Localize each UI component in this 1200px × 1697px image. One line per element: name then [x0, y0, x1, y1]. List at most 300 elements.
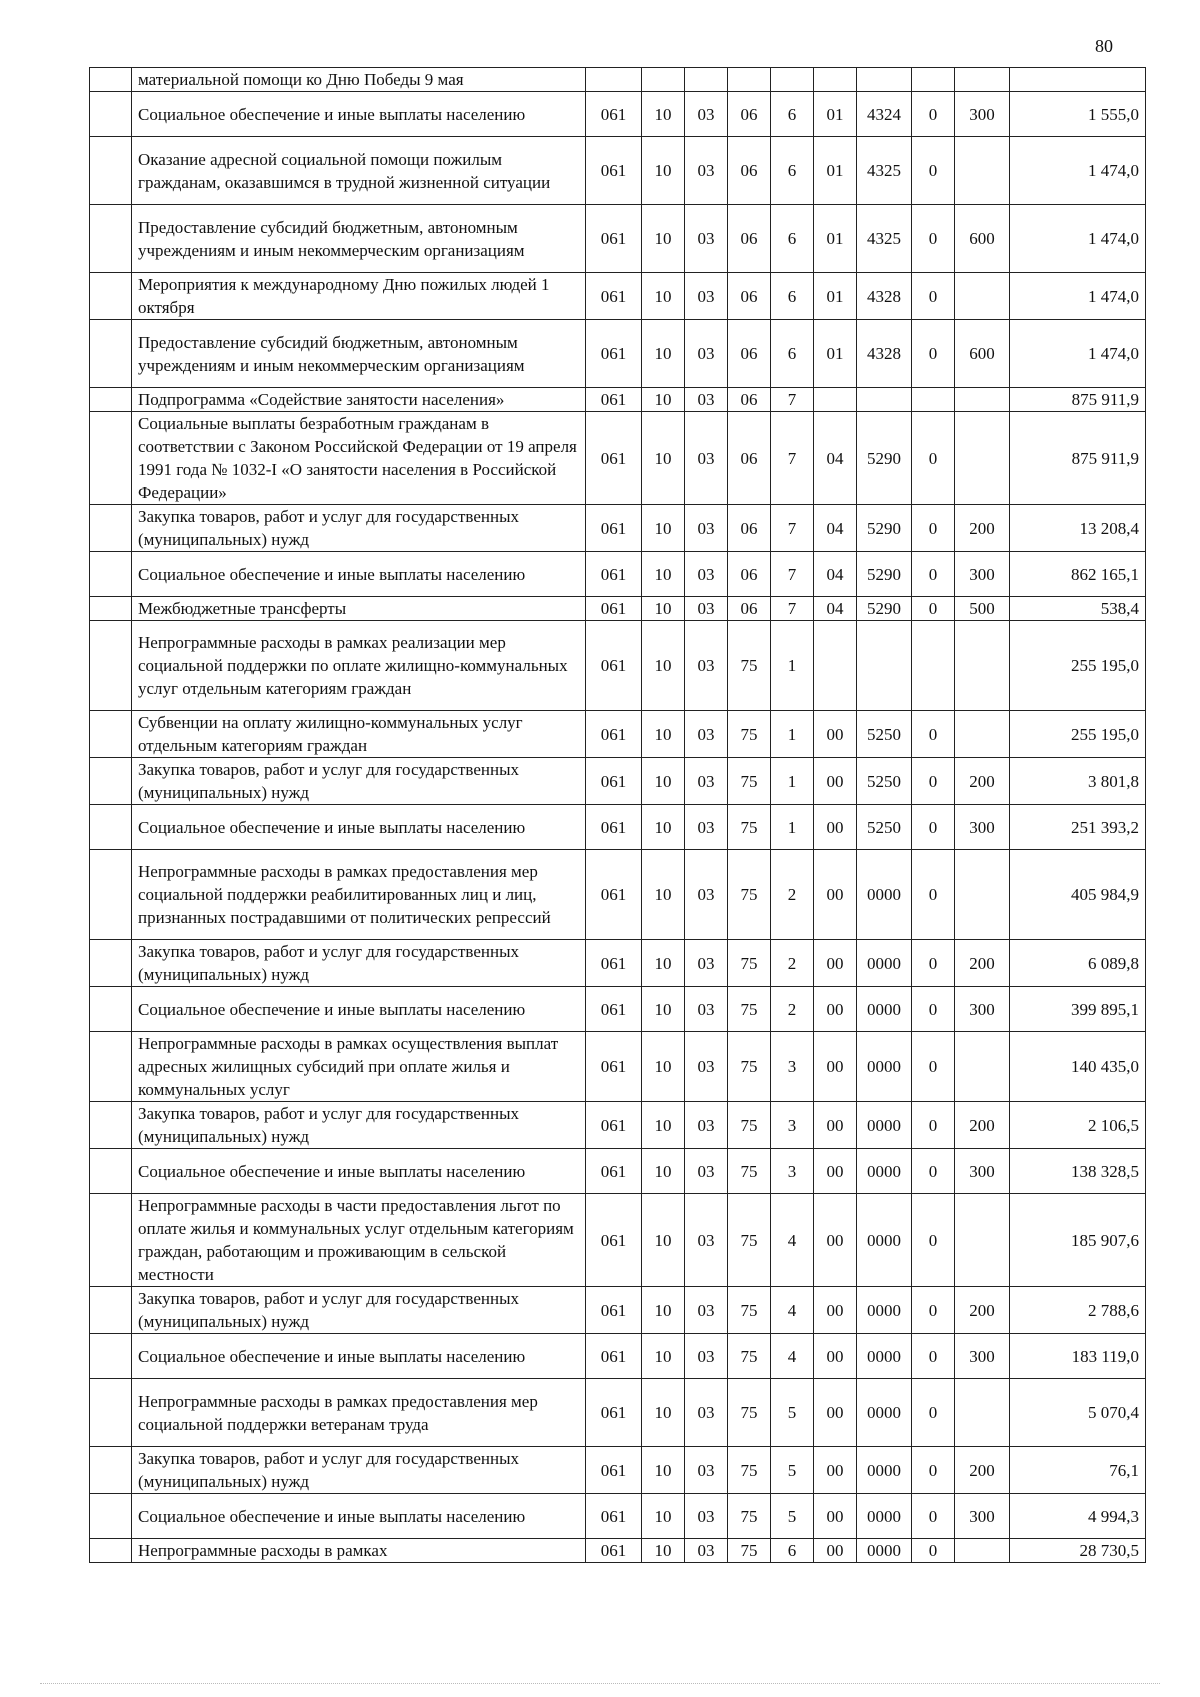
subdirection-code-cell: 0	[912, 940, 955, 987]
ministry-code-cell: 061	[586, 1334, 642, 1379]
activity-code-cell: 00	[814, 940, 857, 987]
subprogram-code-cell: 3	[771, 1032, 814, 1102]
expense-name-cell: Социальное обеспечение и иные выплаты населению	[132, 987, 586, 1032]
expense-type-code-cell	[955, 850, 1010, 940]
subdirection-code-cell: 0	[912, 1287, 955, 1334]
section-code-cell: 10	[642, 552, 685, 597]
expense-name-cell: Непрограммные расходы в рамках	[132, 1539, 586, 1563]
program-code-cell: 06	[728, 597, 771, 621]
expense-type-code-cell: 600	[955, 205, 1010, 273]
direction-code-cell: 5290	[857, 505, 912, 552]
program-code-cell: 75	[728, 1379, 771, 1447]
ministry-code-cell: 061	[586, 850, 642, 940]
table-row	[90, 1539, 1146, 1563]
activity-code-cell: 00	[814, 1194, 857, 1287]
subdirection-code-cell: 0	[912, 505, 955, 552]
subdirection-code-cell: 0	[912, 1194, 955, 1287]
activity-code-cell: 01	[814, 273, 857, 320]
amount-cell: 2 788,6	[1010, 1287, 1146, 1334]
subsection-code-cell: 03	[685, 92, 728, 137]
program-code-cell: 75	[728, 940, 771, 987]
subdirection-code-cell: 0	[912, 1447, 955, 1494]
subprogram-code-cell: 1	[771, 711, 814, 758]
expense-name-cell: Подпрограмма «Содействие занятости населения»	[132, 388, 586, 412]
amount-cell: 862 165,1	[1010, 552, 1146, 597]
amount-cell: 140 435,0	[1010, 1032, 1146, 1102]
table-row	[90, 1379, 1146, 1447]
direction-code-cell: 5250	[857, 711, 912, 758]
subsection-code-cell: 03	[685, 205, 728, 273]
section-code-cell: 10	[642, 805, 685, 850]
program-code-cell: 06	[728, 205, 771, 273]
subsection-code-cell: 03	[685, 1379, 728, 1447]
subprogram-code-cell: 6	[771, 205, 814, 273]
activity-code-cell: 04	[814, 552, 857, 597]
ministry-code-cell: 061	[586, 412, 642, 505]
expense-type-code-cell	[955, 137, 1010, 205]
subsection-code-cell: 03	[685, 1494, 728, 1539]
ministry-code-cell: 061	[586, 1102, 642, 1149]
direction-code-cell: 4328	[857, 320, 912, 388]
ministry-code-cell: 061	[586, 92, 642, 137]
ministry-code-cell: 061	[586, 1539, 642, 1563]
row-number-cell	[90, 1287, 132, 1334]
subprogram-code-cell: 7	[771, 412, 814, 505]
table-row	[90, 68, 1146, 92]
subprogram-code-cell: 3	[771, 1149, 814, 1194]
expense-name-cell: Закупка товаров, работ и услуг для государственных (муниципальных) нужд	[132, 758, 586, 805]
subdirection-code-cell: 0	[912, 205, 955, 273]
subsection-code-cell	[685, 68, 728, 92]
section-code-cell: 10	[642, 850, 685, 940]
table-row	[90, 940, 1146, 987]
table-row	[90, 1287, 1146, 1334]
table-row	[90, 621, 1146, 711]
amount-cell: 4 994,3	[1010, 1494, 1146, 1539]
expense-type-code-cell	[955, 621, 1010, 711]
section-code-cell: 10	[642, 1539, 685, 1563]
program-code-cell: 75	[728, 1287, 771, 1334]
table-row	[90, 850, 1146, 940]
table-row	[90, 505, 1146, 552]
subprogram-code-cell: 6	[771, 92, 814, 137]
row-number-cell	[90, 505, 132, 552]
subsection-code-cell: 03	[685, 621, 728, 711]
row-number-cell	[90, 137, 132, 205]
expense-type-code-cell: 300	[955, 1334, 1010, 1379]
program-code-cell: 75	[728, 1102, 771, 1149]
expense-type-code-cell: 200	[955, 940, 1010, 987]
activity-code-cell: 00	[814, 1149, 857, 1194]
expense-name-cell: материальной помощи ко Дню Победы 9 мая	[132, 68, 586, 92]
expense-name-cell: Закупка товаров, работ и услуг для государственных (муниципальных) нужд	[132, 505, 586, 552]
subdirection-code-cell: 0	[912, 758, 955, 805]
program-code-cell: 75	[728, 1539, 771, 1563]
direction-code-cell: 5250	[857, 758, 912, 805]
subprogram-code-cell: 6	[771, 273, 814, 320]
program-code-cell: 75	[728, 711, 771, 758]
subdirection-code-cell: 0	[912, 850, 955, 940]
program-code-cell: 06	[728, 320, 771, 388]
row-number-cell	[90, 1539, 132, 1563]
row-number-cell	[90, 850, 132, 940]
page-number: 80	[1095, 36, 1113, 56]
subsection-code-cell: 03	[685, 1447, 728, 1494]
subdirection-code-cell: 0	[912, 987, 955, 1032]
program-code-cell: 75	[728, 1149, 771, 1194]
activity-code-cell: 00	[814, 758, 857, 805]
expense-type-code-cell	[955, 1194, 1010, 1287]
subprogram-code-cell: 4	[771, 1334, 814, 1379]
amount-cell: 2 106,5	[1010, 1102, 1146, 1149]
subdirection-code-cell: 0	[912, 1102, 955, 1149]
subsection-code-cell: 03	[685, 711, 728, 758]
expense-type-code-cell: 200	[955, 758, 1010, 805]
direction-code-cell	[857, 388, 912, 412]
section-code-cell: 10	[642, 1447, 685, 1494]
table-row	[90, 388, 1146, 412]
direction-code-cell: 4324	[857, 92, 912, 137]
budget-table-body	[90, 68, 1146, 1563]
row-number-cell	[90, 273, 132, 320]
subsection-code-cell: 03	[685, 758, 728, 805]
subdirection-code-cell: 0	[912, 412, 955, 505]
row-number-cell	[90, 1334, 132, 1379]
activity-code-cell: 00	[814, 1102, 857, 1149]
activity-code-cell: 00	[814, 850, 857, 940]
section-code-cell: 10	[642, 505, 685, 552]
amount-cell: 185 907,6	[1010, 1194, 1146, 1287]
subprogram-code-cell: 7	[771, 597, 814, 621]
direction-code-cell: 0000	[857, 1494, 912, 1539]
section-code-cell: 10	[642, 940, 685, 987]
amount-cell: 13 208,4	[1010, 505, 1146, 552]
expense-name-cell: Оказание адресной социальной помощи пожилым гражданам, оказавшимся в трудной жизненной ситуации	[132, 137, 586, 205]
activity-code-cell: 00	[814, 805, 857, 850]
subprogram-code-cell: 1	[771, 805, 814, 850]
subsection-code-cell: 03	[685, 1334, 728, 1379]
expense-type-code-cell: 300	[955, 92, 1010, 137]
subprogram-code-cell	[771, 68, 814, 92]
program-code-cell	[728, 68, 771, 92]
table-row	[90, 1194, 1146, 1287]
amount-cell: 1 474,0	[1010, 320, 1146, 388]
section-code-cell: 10	[642, 758, 685, 805]
section-code-cell: 10	[642, 1494, 685, 1539]
expense-name-cell: Социальное обеспечение и иные выплаты населению	[132, 1494, 586, 1539]
ministry-code-cell: 061	[586, 1447, 642, 1494]
row-number-cell	[90, 1149, 132, 1194]
table-row	[90, 1494, 1146, 1539]
subprogram-code-cell: 1	[771, 758, 814, 805]
table-row	[90, 1447, 1146, 1494]
activity-code-cell: 04	[814, 412, 857, 505]
activity-code-cell	[814, 621, 857, 711]
amount-cell: 255 195,0	[1010, 711, 1146, 758]
expense-name-cell: Закупка товаров, работ и услуг для государственных (муниципальных) нужд	[132, 1447, 586, 1494]
amount-cell: 6 089,8	[1010, 940, 1146, 987]
activity-code-cell: 00	[814, 711, 857, 758]
table-row	[90, 711, 1146, 758]
expense-type-code-cell: 300	[955, 552, 1010, 597]
program-code-cell: 75	[728, 1194, 771, 1287]
subprogram-code-cell: 7	[771, 505, 814, 552]
expense-name-cell: Социальное обеспечение и иные выплаты населению	[132, 1334, 586, 1379]
subprogram-code-cell: 4	[771, 1194, 814, 1287]
section-code-cell	[642, 68, 685, 92]
section-code-cell: 10	[642, 273, 685, 320]
amount-cell: 255 195,0	[1010, 621, 1146, 711]
expense-name-cell: Предоставление субсидий бюджетным, автономным учреждениям и иным некоммерческим организациям	[132, 320, 586, 388]
amount-cell: 5 070,4	[1010, 1379, 1146, 1447]
amount-cell: 875 911,9	[1010, 412, 1146, 505]
table-row	[90, 987, 1146, 1032]
direction-code-cell: 0000	[857, 940, 912, 987]
row-number-cell	[90, 758, 132, 805]
program-code-cell: 75	[728, 805, 771, 850]
activity-code-cell: 01	[814, 320, 857, 388]
direction-code-cell: 0000	[857, 1149, 912, 1194]
direction-code-cell: 0000	[857, 1379, 912, 1447]
activity-code-cell	[814, 388, 857, 412]
subdirection-code-cell	[912, 388, 955, 412]
direction-code-cell: 0000	[857, 1194, 912, 1287]
subdirection-code-cell: 0	[912, 1494, 955, 1539]
expense-type-code-cell: 200	[955, 505, 1010, 552]
ministry-code-cell: 061	[586, 597, 642, 621]
row-number-cell	[90, 1032, 132, 1102]
table-row	[90, 758, 1146, 805]
subdirection-code-cell: 0	[912, 137, 955, 205]
program-code-cell: 06	[728, 273, 771, 320]
subprogram-code-cell: 3	[771, 1102, 814, 1149]
subprogram-code-cell: 2	[771, 850, 814, 940]
expense-type-code-cell	[955, 388, 1010, 412]
section-code-cell: 10	[642, 412, 685, 505]
direction-code-cell	[857, 621, 912, 711]
ministry-code-cell	[586, 68, 642, 92]
subprogram-code-cell: 6	[771, 320, 814, 388]
subdirection-code-cell: 0	[912, 711, 955, 758]
amount-cell: 76,1	[1010, 1447, 1146, 1494]
expense-type-code-cell	[955, 1379, 1010, 1447]
expense-type-code-cell	[955, 1539, 1010, 1563]
expense-type-code-cell: 200	[955, 1287, 1010, 1334]
subdirection-code-cell: 0	[912, 805, 955, 850]
activity-code-cell: 00	[814, 1539, 857, 1563]
expense-name-cell: Социальное обеспечение и иные выплаты населению	[132, 805, 586, 850]
row-number-cell	[90, 68, 132, 92]
subsection-code-cell: 03	[685, 940, 728, 987]
subsection-code-cell: 03	[685, 273, 728, 320]
row-number-cell	[90, 552, 132, 597]
expense-name-cell: Мероприятия к международному Дню пожилых людей 1 октября	[132, 273, 586, 320]
section-code-cell: 10	[642, 621, 685, 711]
program-code-cell: 75	[728, 758, 771, 805]
subdirection-code-cell: 0	[912, 1379, 955, 1447]
budget-table	[89, 67, 1146, 1563]
ministry-code-cell: 061	[586, 711, 642, 758]
program-code-cell: 75	[728, 621, 771, 711]
direction-code-cell: 0000	[857, 1287, 912, 1334]
expense-name-cell: Субвенции на оплату жилищно-коммунальных услуг отдельным категориям граждан	[132, 711, 586, 758]
activity-code-cell: 00	[814, 987, 857, 1032]
subprogram-code-cell: 5	[771, 1447, 814, 1494]
amount-cell: 405 984,9	[1010, 850, 1146, 940]
amount-cell: 138 328,5	[1010, 1149, 1146, 1194]
subsection-code-cell: 03	[685, 552, 728, 597]
subsection-code-cell: 03	[685, 1032, 728, 1102]
subdirection-code-cell: 0	[912, 1032, 955, 1102]
activity-code-cell: 04	[814, 505, 857, 552]
activity-code-cell: 00	[814, 1334, 857, 1379]
table-row	[90, 92, 1146, 137]
subprogram-code-cell: 2	[771, 940, 814, 987]
ministry-code-cell: 061	[586, 552, 642, 597]
table-row	[90, 805, 1146, 850]
ministry-code-cell: 061	[586, 1149, 642, 1194]
amount-cell	[1010, 68, 1146, 92]
expense-type-code-cell	[955, 68, 1010, 92]
expense-type-code-cell	[955, 273, 1010, 320]
scan-artifact-line	[40, 1683, 1160, 1684]
direction-code-cell: 4325	[857, 205, 912, 273]
section-code-cell: 10	[642, 597, 685, 621]
table-row	[90, 1032, 1146, 1102]
subprogram-code-cell: 5	[771, 1494, 814, 1539]
expense-type-code-cell: 300	[955, 805, 1010, 850]
subdirection-code-cell	[912, 621, 955, 711]
row-number-cell	[90, 1102, 132, 1149]
subprogram-code-cell: 1	[771, 621, 814, 711]
subdirection-code-cell: 0	[912, 1334, 955, 1379]
row-number-cell	[90, 92, 132, 137]
subdirection-code-cell: 0	[912, 597, 955, 621]
ministry-code-cell: 061	[586, 940, 642, 987]
section-code-cell: 10	[642, 92, 685, 137]
section-code-cell: 10	[642, 1149, 685, 1194]
program-code-cell: 06	[728, 137, 771, 205]
section-code-cell: 10	[642, 1032, 685, 1102]
section-code-cell: 10	[642, 1287, 685, 1334]
subsection-code-cell: 03	[685, 412, 728, 505]
expense-name-cell: Социальное обеспечение и иные выплаты населению	[132, 552, 586, 597]
program-code-cell: 06	[728, 92, 771, 137]
subprogram-code-cell: 6	[771, 137, 814, 205]
section-code-cell: 10	[642, 205, 685, 273]
direction-code-cell: 0000	[857, 1539, 912, 1563]
subsection-code-cell: 03	[685, 805, 728, 850]
expense-type-code-cell	[955, 1032, 1010, 1102]
subsection-code-cell: 03	[685, 1539, 728, 1563]
table-row	[90, 1334, 1146, 1379]
direction-code-cell: 0000	[857, 1102, 912, 1149]
direction-code-cell: 0000	[857, 850, 912, 940]
expense-type-code-cell: 500	[955, 597, 1010, 621]
row-number-cell	[90, 412, 132, 505]
row-number-cell	[90, 388, 132, 412]
subdirection-code-cell: 0	[912, 1149, 955, 1194]
row-number-cell	[90, 711, 132, 758]
expense-name-cell: Социальные выплаты безработным гражданам в соответствии с Законом Российской Федерации от 19 апреля 1991 года № 1032-I «О занятости населения в Российской Федерации»	[132, 412, 586, 505]
activity-code-cell: 00	[814, 1447, 857, 1494]
expense-type-code-cell: 300	[955, 987, 1010, 1032]
row-number-cell	[90, 987, 132, 1032]
section-code-cell: 10	[642, 137, 685, 205]
expense-type-code-cell	[955, 711, 1010, 758]
activity-code-cell: 00	[814, 1379, 857, 1447]
subprogram-code-cell: 7	[771, 552, 814, 597]
amount-cell: 1 474,0	[1010, 273, 1146, 320]
row-number-cell	[90, 1494, 132, 1539]
direction-code-cell: 4325	[857, 137, 912, 205]
amount-cell: 538,4	[1010, 597, 1146, 621]
subsection-code-cell: 03	[685, 505, 728, 552]
ministry-code-cell: 061	[586, 1032, 642, 1102]
ministry-code-cell: 061	[586, 1194, 642, 1287]
table-row	[90, 597, 1146, 621]
row-number-cell	[90, 1447, 132, 1494]
section-code-cell: 10	[642, 1379, 685, 1447]
direction-code-cell: 0000	[857, 987, 912, 1032]
subprogram-code-cell: 7	[771, 388, 814, 412]
direction-code-cell: 5250	[857, 805, 912, 850]
expense-name-cell: Закупка товаров, работ и услуг для государственных (муниципальных) нужд	[132, 1102, 586, 1149]
row-number-cell	[90, 1379, 132, 1447]
amount-cell: 3 801,8	[1010, 758, 1146, 805]
subsection-code-cell: 03	[685, 850, 728, 940]
activity-code-cell: 01	[814, 92, 857, 137]
ministry-code-cell: 061	[586, 205, 642, 273]
expense-type-code-cell: 600	[955, 320, 1010, 388]
amount-cell: 1 474,0	[1010, 205, 1146, 273]
expense-name-cell: Социальное обеспечение и иные выплаты населению	[132, 1149, 586, 1194]
subprogram-code-cell: 2	[771, 987, 814, 1032]
direction-code-cell: 0000	[857, 1447, 912, 1494]
direction-code-cell: 0000	[857, 1334, 912, 1379]
section-code-cell: 10	[642, 987, 685, 1032]
ministry-code-cell: 061	[586, 505, 642, 552]
subsection-code-cell: 03	[685, 1102, 728, 1149]
activity-code-cell: 00	[814, 1032, 857, 1102]
subdirection-code-cell: 0	[912, 273, 955, 320]
expense-name-cell: Межбюджетные трансферты	[132, 597, 586, 621]
table-row	[90, 1102, 1146, 1149]
subprogram-code-cell: 4	[771, 1287, 814, 1334]
ministry-code-cell: 061	[586, 137, 642, 205]
activity-code-cell: 01	[814, 137, 857, 205]
ministry-code-cell: 061	[586, 621, 642, 711]
expense-name-cell: Непрограммные расходы в рамках предоставления мер социальной поддержки ветеранам труда	[132, 1379, 586, 1447]
subsection-code-cell: 03	[685, 1194, 728, 1287]
subdirection-code-cell: 0	[912, 1539, 955, 1563]
ministry-code-cell: 061	[586, 758, 642, 805]
activity-code-cell: 00	[814, 1494, 857, 1539]
expense-type-code-cell: 200	[955, 1447, 1010, 1494]
row-number-cell	[90, 621, 132, 711]
section-code-cell: 10	[642, 1194, 685, 1287]
activity-code-cell: 01	[814, 205, 857, 273]
subdirection-code-cell: 0	[912, 552, 955, 597]
amount-cell: 1 555,0	[1010, 92, 1146, 137]
subprogram-code-cell: 5	[771, 1379, 814, 1447]
expense-name-cell: Непрограммные расходы в рамках предоставления мер социальной поддержки реабилитированных лиц и лиц, признанных пострадавшими от политических репрессий	[132, 850, 586, 940]
subsection-code-cell: 03	[685, 597, 728, 621]
subsection-code-cell: 03	[685, 987, 728, 1032]
expense-name-cell: Непрограммные расходы в части предоставления льгот по оплате жилья и коммунальных услуг отдельным категориям граждан, работающим и проживающим в сельской местности	[132, 1194, 586, 1287]
direction-code-cell: 5290	[857, 552, 912, 597]
direction-code-cell: 5290	[857, 597, 912, 621]
